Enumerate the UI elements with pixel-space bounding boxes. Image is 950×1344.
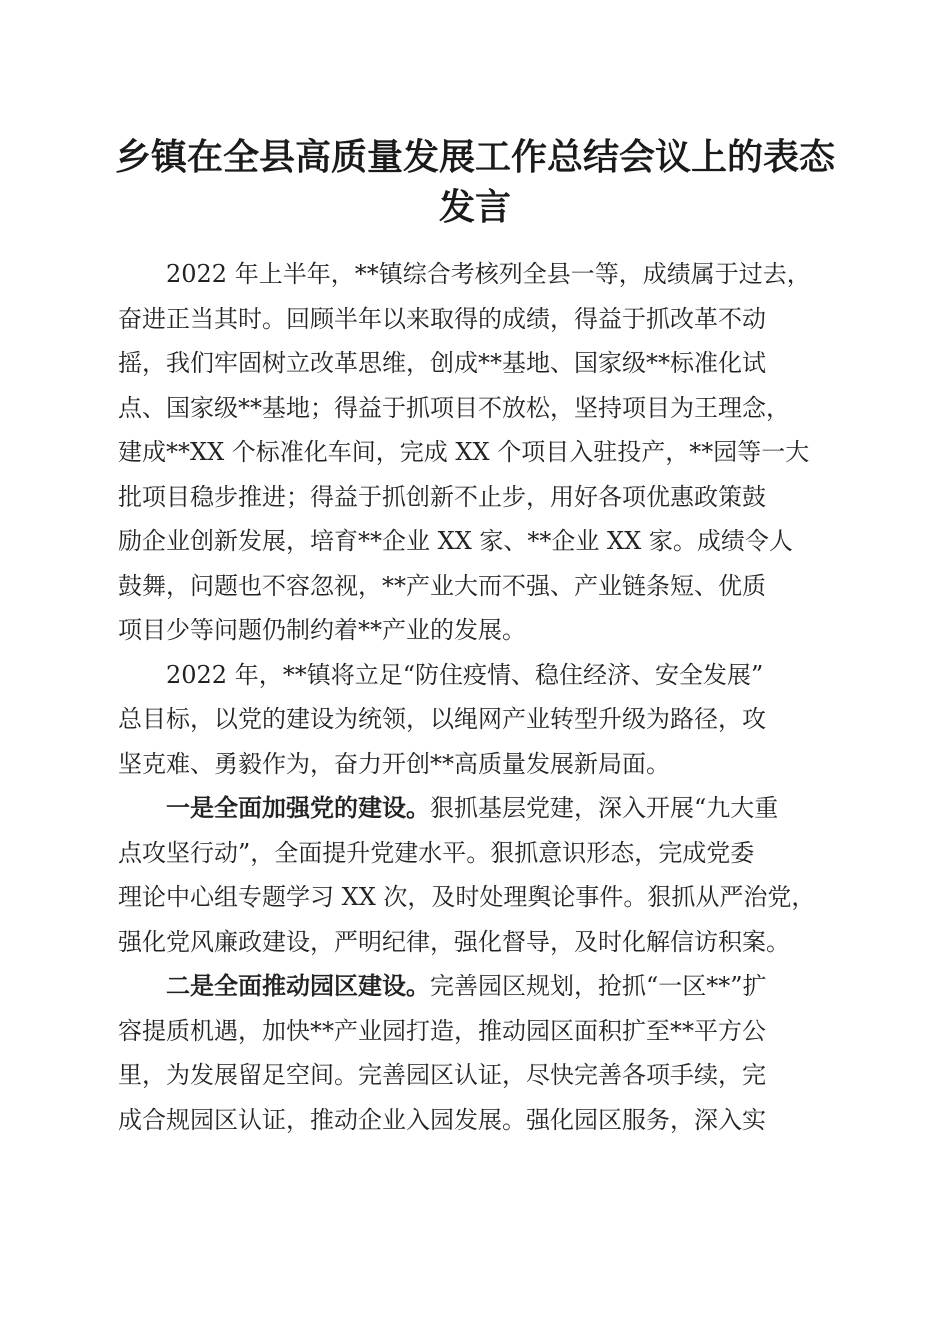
text-line: 建成**XX 个标准化车间，完成 XX 个项目入驻投产，**园等一大 — [118, 438, 810, 466]
text-line: 奋进正当其时。回顾半年以来取得的成绩，得益于抓改革不动 — [118, 304, 766, 333]
text-line: 容提质机遇，加快**产业园打造，推动园区面积扩至**平方公 — [118, 1016, 766, 1045]
text-line: 批项目稳步推进；得益于抓创新不止步，用好各项优惠政策鼓 — [118, 482, 766, 511]
text-line: 鼓舞，问题也不容忽视，**产业大而不强、产业链条短、优质 — [118, 571, 766, 600]
document-body — [118, 252, 840, 1142]
text-line: 摇，我们牢固树立改革思维，创成**基地、国家级**标准化试 — [118, 349, 766, 377]
text-line: 2022 年，**镇将立足“防住疫情、稳住经济、安全发展” — [166, 660, 764, 689]
document-title — [100, 132, 850, 232]
text-line: 里，为发展留足空间。完善园区认证，尽快完善各项手续，完 — [118, 1061, 766, 1089]
title-line: 乡镇在全县高质量发展工作总结会议上的表态 — [114, 136, 835, 178]
text-line: 理论中心组专题学习 XX 次，及时处理舆论事件。狠抓从严治党， — [118, 883, 816, 911]
paragraph-goals — [118, 653, 840, 787]
text-line-rest: 完善园区规划，抢抓“一区**”扩 — [430, 972, 767, 1000]
text-line: 坚克难、勇毅作为，奋力开创**高质量发展新局面。 — [118, 749, 670, 778]
text-line — [118, 786, 840, 831]
paragraph-party-building — [118, 786, 840, 964]
text-line: 项目少等问题仍制约着**产业的发展。 — [118, 616, 526, 644]
text-line: 2022 年上半年，**镇综合考核列全县一等，成绩属于过去， — [166, 260, 811, 288]
paragraph-review — [118, 252, 840, 653]
title-line: 发言 — [438, 186, 511, 228]
text-line: 点攻坚行动”，全面提升党建水平。狠抓意识形态，完成党委 — [118, 838, 755, 867]
text-line: 点、国家级**基地；得益于抓项目不放松，坚持项目为王理念， — [118, 393, 790, 422]
text-line: 励企业创新发展，培育**企业 XX 家、**企业 XX 家。成绩令人 — [118, 527, 793, 555]
text-line — [118, 964, 840, 1009]
paragraph-park-construction — [118, 964, 840, 1142]
text-line: 成合规园区认证，推动企业入园发展。强化园区服务，深入实 — [118, 1105, 766, 1134]
text-line: 总目标，以党的建设为统领，以绳网产业转型升级为路径，攻 — [118, 705, 766, 733]
text-line: 强化党风廉政建设，严明纪律，强化督导，及时化解信访积案。 — [118, 927, 790, 956]
paragraph-lead: 一是全面加强党的建设。 — [166, 793, 430, 822]
paragraph-lead: 二是全面推动园区建设。 — [166, 971, 430, 1000]
text-line-rest: 狠抓基层党建，深入开展“九大重 — [430, 794, 779, 822]
